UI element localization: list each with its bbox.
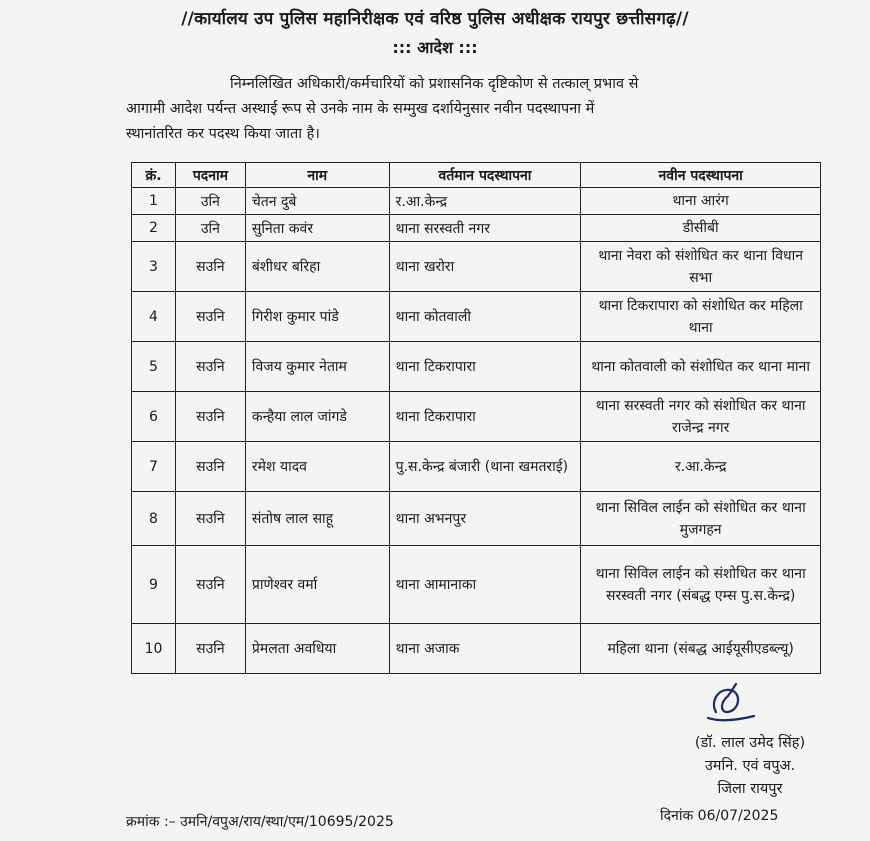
cell-post: सउनि — [175, 624, 245, 674]
cell-name: संतोष लाल साहू — [245, 492, 389, 546]
cell-current-posting: थाना कोतवाली — [389, 292, 581, 342]
cell-post: सउनि — [175, 292, 245, 342]
table-row — [132, 392, 821, 442]
cell-post: उनि — [175, 188, 245, 215]
cell-new-posting: र.आ.केन्द्र — [581, 442, 821, 492]
cell-name: गिरीश कुमार पांडे — [245, 292, 389, 342]
cell-current-posting: र.आ.केन्द्र — [389, 188, 581, 215]
reference-number: क्रमांक :– उमनि/वपुअ/राय/स्था/एम/10695/2025 — [126, 814, 394, 830]
cell-name: चेतन दुबे — [245, 188, 389, 215]
intro-line-2: आगामी आदेश पर्यन्त अस्थाई रूप से उनके नाम के सम्मुख दर्शायेनुसार नवीन पदस्थापना में — [126, 101, 595, 117]
cell-post: सउनि — [175, 392, 245, 442]
cell-current-posting: थाना खरोरा — [389, 242, 581, 292]
intro-line-3: स्थानांतरित कर पदस्थ किया जाता है। — [126, 126, 320, 142]
table-row — [132, 188, 821, 215]
cell-new-posting: थाना आरंग — [581, 188, 821, 215]
table-row — [132, 292, 821, 342]
cell-name: प्रेमलता अवधिया — [245, 624, 389, 674]
intro-paragraph — [126, 72, 830, 147]
cell-new-posting: थाना सिविल लाईन को संशोधित कर थाना सरस्वती नगर (संबद्ध एम्स पु.स.केन्द्र) — [581, 546, 821, 624]
cell-post: सउनि — [175, 242, 245, 292]
header-sn: क्रं. — [132, 163, 176, 188]
cell-new-posting: थाना कोतवाली को संशोधित कर थाना माना — [581, 342, 821, 392]
cell-current-posting: थाना टिकरापारा — [389, 342, 581, 392]
table-row — [132, 442, 821, 492]
order-heading: ::: आदेश ::: — [392, 38, 478, 57]
cell-new-posting: डीसीबी — [581, 215, 821, 242]
table-row — [132, 215, 821, 242]
cell-current-posting: पु.स.केन्द्र बंजारी (थाना खमतराई) — [389, 442, 581, 492]
intro-line-1: निम्नलिखित अधिकारी/कर्मचारियों को प्रशासनिक दृष्टिकोण से तत्काल् प्रभाव से — [230, 76, 639, 92]
office-title: //कार्यालय उप पुलिस महानिरीक्षक एवं वरिष्ठ पुलिस अधीक्षक रायपुर छत्तीसगढ़// — [181, 9, 689, 29]
cell-name: रमेश यादव — [245, 442, 389, 492]
cell-name: सुनिता कवंर — [245, 215, 389, 242]
cell-current-posting: थाना सरस्वती नगर — [389, 215, 581, 242]
cell-post: सउनि — [175, 442, 245, 492]
cell-name: बंशीधर बरिहा — [245, 242, 389, 292]
cell-new-posting: थाना सरस्वती नगर को संशोधित कर थाना राजेन्द्र नगर — [581, 392, 821, 442]
cell-post: सउनि — [175, 342, 245, 392]
cell-sn: 10 — [132, 624, 176, 674]
table-row — [132, 242, 821, 292]
cell-sn: 8 — [132, 492, 176, 546]
table-row — [132, 624, 821, 674]
cell-post: सउनि — [175, 492, 245, 546]
table-row — [132, 492, 821, 546]
handwritten-signature — [706, 682, 758, 724]
header-name: नाम — [245, 163, 389, 188]
cell-post: उनि — [175, 215, 245, 242]
cell-sn: 4 — [132, 292, 176, 342]
table-body — [132, 188, 821, 674]
cell-sn: 3 — [132, 242, 176, 292]
transfer-table — [131, 162, 821, 674]
cell-sn: 5 — [132, 342, 176, 392]
cell-sn: 9 — [132, 546, 176, 624]
cell-post: सउनि — [175, 546, 245, 624]
cell-new-posting: थाना टिकरापारा को संशोधित कर महिला थाना — [581, 292, 821, 342]
cell-sn: 7 — [132, 442, 176, 492]
cell-new-posting: महिला थाना (संबद्ध आईयूसीएडब्ल्यू) — [581, 624, 821, 674]
cell-current-posting: थाना अभनपुर — [389, 492, 581, 546]
header-post: पदनाम — [175, 163, 245, 188]
header-current-posting: वर्तमान पदस्थापना — [389, 163, 581, 188]
signatory-name: (डॉ. लाल उमेद सिंह) — [694, 735, 806, 751]
cell-new-posting: थाना नेवरा को संशोधित कर थाना विधान सभा — [581, 242, 821, 292]
cell-current-posting: थाना अजाक — [389, 624, 581, 674]
table-row — [132, 546, 821, 624]
cell-name: प्राणेश्वर वर्मा — [245, 546, 389, 624]
cell-new-posting: थाना सिविल लाईन को संशोधित कर थाना मुजगहन — [581, 492, 821, 546]
signatory-district: जिला रायपुर — [717, 781, 783, 797]
table-row — [132, 342, 821, 392]
table-header-row — [132, 163, 821, 188]
signatory-block — [650, 732, 850, 801]
cell-current-posting: थाना आमानाका — [389, 546, 581, 624]
header-new-posting: नवीन पदस्थापना — [581, 163, 821, 188]
cell-sn: 6 — [132, 392, 176, 442]
cell-current-posting: थाना टिकरापारा — [389, 392, 581, 442]
signatory-designation: उमनि. एवं वपुअ. — [704, 758, 796, 774]
cell-name: विजय कुमार नेताम — [245, 342, 389, 392]
order-date: दिनांक 06/07/2025 — [660, 808, 779, 824]
cell-sn: 2 — [132, 215, 176, 242]
cell-sn: 1 — [132, 188, 176, 215]
cell-name: कन्हैया लाल जांगडे — [245, 392, 389, 442]
